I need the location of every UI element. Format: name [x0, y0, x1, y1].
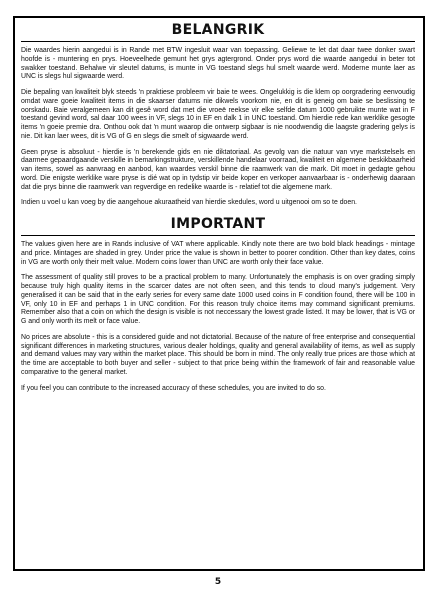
page-number: 5 [214, 577, 222, 587]
english-paragraph-2: The assessment of quality still proves to be a practical problem to many. Unfortunately the emphasis is on over grading simply because truly high quality items in the scarcer dates are not often seen, and this tends to cloud many's judgement. Very generalised it can be said that in the early series for every same date 1000 used coins in F condition found, there will be 100 in VF, only 10 in EF and perhaps 1 in UNC condition. For this reason truly choice items may command significant premiums. Remember also that a coin on which the design is visible is not neccessary the lowest grade listed. It may be lower, that is VG or G and only worth its melt or face value. [21, 274, 415, 325]
afrikaans-paragraph-3: Geen pryse is absoluut - hierdie is 'n berekende gids en nie diktatoriaal. As gevolg van die natuur van vrye markstelsels en daarmee gepaardgaande verskille in bemarkingstrukture, verskillende handelaar voorraad, kwaliteit en algemene beskikbaarheid van items, sowel as aanvraag en aanbod, kan waardes verskil binne die raamwerk van die mark. Dit moet in gedagte gehou word. Die enigste werklike ware pryse is dié wat op in tydstip vir beide koper en verkoper aanvaarbaar is - onderhewig daaraan dat die prys binne die raamwerk van regverdige en redelike waarde is - relatief tot die algemene mark. [21, 148, 415, 191]
afrikaans-paragraph-2: Die bepaling van kwaliteit blyk steeds 'n praktiese probleem vir baie te wees. Ongelukkig is die klem op oorgradering eenvoudig omdat ware goeie kwaliteit items in die skaarser datums nie dikwels voorkom nie, en dit is geneig om baie se beslissing te oorskadu. Baie veralgemeen kan dit gesê word dat met die vroeë reekse vir elke selfde datum 1000 gebruikte munte wat in F toestand gevind word, sal daar 100 wees in VF, slegs 10 in EF en dalk 1 in UNC toestand. Om hierdie rede kan werklike gesogte items 'n goeie premie dra. Onthou ook dat 'n munt waarop die ontwerp sigbaar is nie noodwendig die laagste gradering gelys is nie. Dit kan laer wees, dit is VG of G en slegs die smelt of sigwaarde werd. [21, 89, 415, 140]
english-section [21, 216, 415, 393]
heading-rule [21, 235, 415, 236]
afrikaans-heading: BELANGRIK [171, 22, 265, 38]
english-paragraph-4: If you feel you can contribute to the increased accuracy of these schedules, you are invited to do so. [21, 384, 326, 392]
content [21, 22, 415, 400]
afrikaans-paragraph-4: Indien u voel u kan voeg by die aangehoue akuraatheid van hierdie skedules, word u uitgenooi om so te doen. [21, 199, 357, 207]
afrikaans-paragraph-1: Die waardes hierin aangedui is in Rande met BTW ingesluit waar van toepassing. Geliewe te let dat daar twee donker swart hoofde is - muntering en prys. Hoeveelhede gemunt het grys agtergrond. Onder prys word die waarde aangedui in beter tot swakker toestand. Behalwe vir sleutel datums, is munte in VG toestand slegs hul smelt waarde werd. Moderne munte laer as UNC is slegs hul sigwaarde werd. [21, 47, 415, 81]
heading-rule [21, 41, 415, 42]
english-paragraph-1: The values given here are in Rands inclusive of VAT where applicable. Kindly note there are two bold black headings - mintage and price. Mintages are shaded in grey. Under price the value is shown in better to poorer condition. Other than key dates, coins in VG are worth only their melt value. Modern coins lower than UNC are worth only their face value. [21, 241, 415, 266]
afrikaans-section [21, 22, 415, 208]
english-heading: IMPORTANT [170, 216, 266, 232]
english-paragraph-3: No prices are absolute - this is a considered guide and not dictatorial. Because of the nature of free enterprise and consequential significant differences in marketing structures, various dealer holdings, quality and general availability of items, as well as supply and demand values may vary within the market place. This should be born in mind. The only really true prices are those which at the time are acceptable to both buyer and seller - subject to that price being within the framework of fair and reasonable value comparative to the general market. [21, 333, 415, 376]
